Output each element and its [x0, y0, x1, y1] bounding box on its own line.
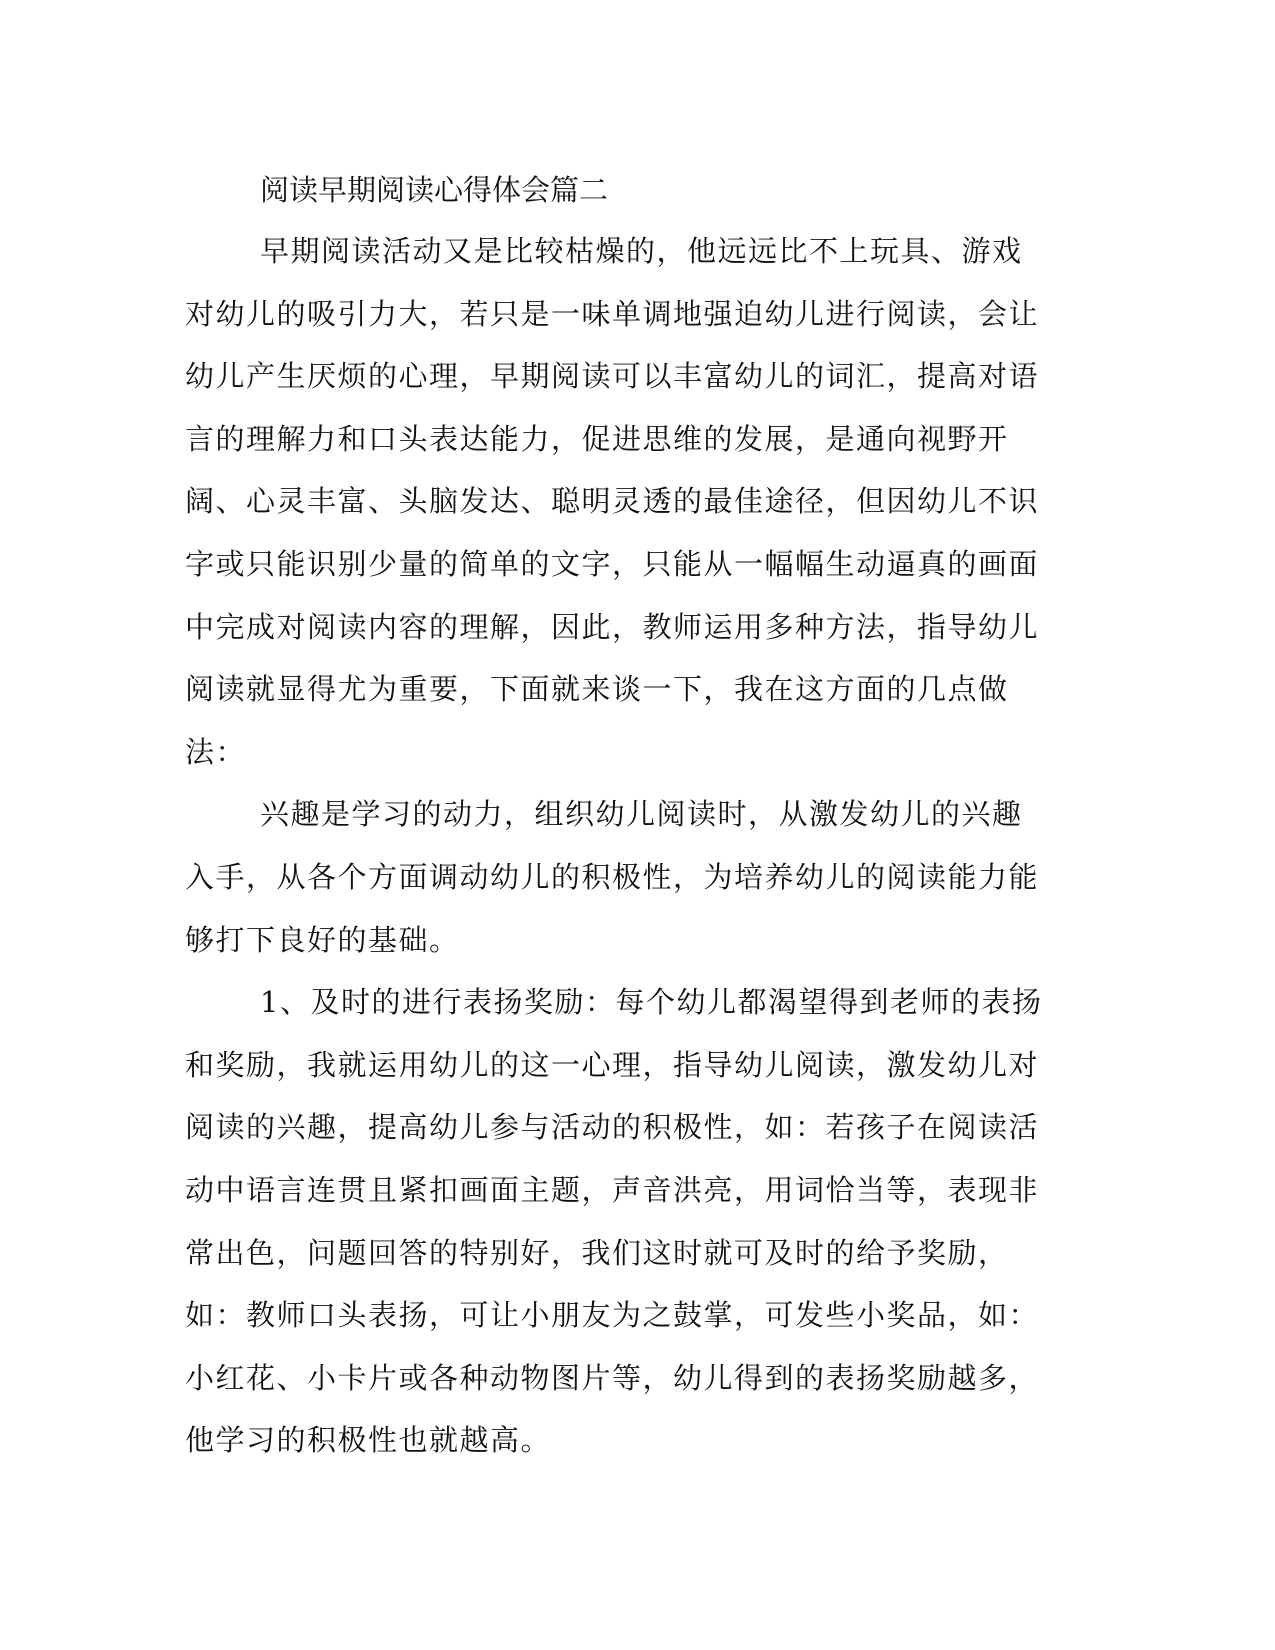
paragraph-praise-reward: 1、及时的进行表扬奖励：每个幼儿都渴望得到老师的表扬和奖励，我就运用幼儿的这一心理，指导幼儿阅读，激发幼儿对阅读的兴趣，提高幼儿参与活动的积极性，如：若孩子在阅读活动中语言连贯且紧扣画面主题，声音洪亮，用词恰当等，表现非常出色，问题回答的特别好，我们这时就可及时的给予奖励，如：教师口头表扬，可让小朋友为之鼓掌，可发些小奖品，如：小红花、小卡片或各种动物图片等，幼儿得到的表扬奖励越多，他学习的积极性也就越高。: [185, 985, 1043, 1458]
paragraph-early-reading: 早期阅读活动又是比较枯燥的，他远远比不上玩具、游戏对幼儿的吸引力大，若只是一味单调地强迫幼儿进行阅读，会让幼儿产生厌烦的心理，早期阅读可以丰富幼儿的词汇，提高对语言的理解力和口头表达能力，促进思维的发展，是通向视野开阔、心灵丰富、头脑发达、聪明灵透的最佳途径，但因幼儿不识字或只能识别少量的简单的文字，只能从一幅幅生动逼真的画面中完成对阅读内容的理解，因此，教师运用多种方法，指导幼儿阅读就显得尤为重要，下面就来谈一下，我在这方面的几点做法：: [185, 234, 1040, 769]
document-body: [185, 160, 1045, 1472]
paragraph-interest: 兴趣是学习的动力，组织幼儿阅读时，从激发幼儿的兴趣入手，从各个方面调动幼儿的积极性，为培养幼儿的阅读能力能够打下良好的基础。: [185, 797, 1040, 957]
document-title: 阅读早期阅读心得体会篇二: [260, 173, 609, 207]
